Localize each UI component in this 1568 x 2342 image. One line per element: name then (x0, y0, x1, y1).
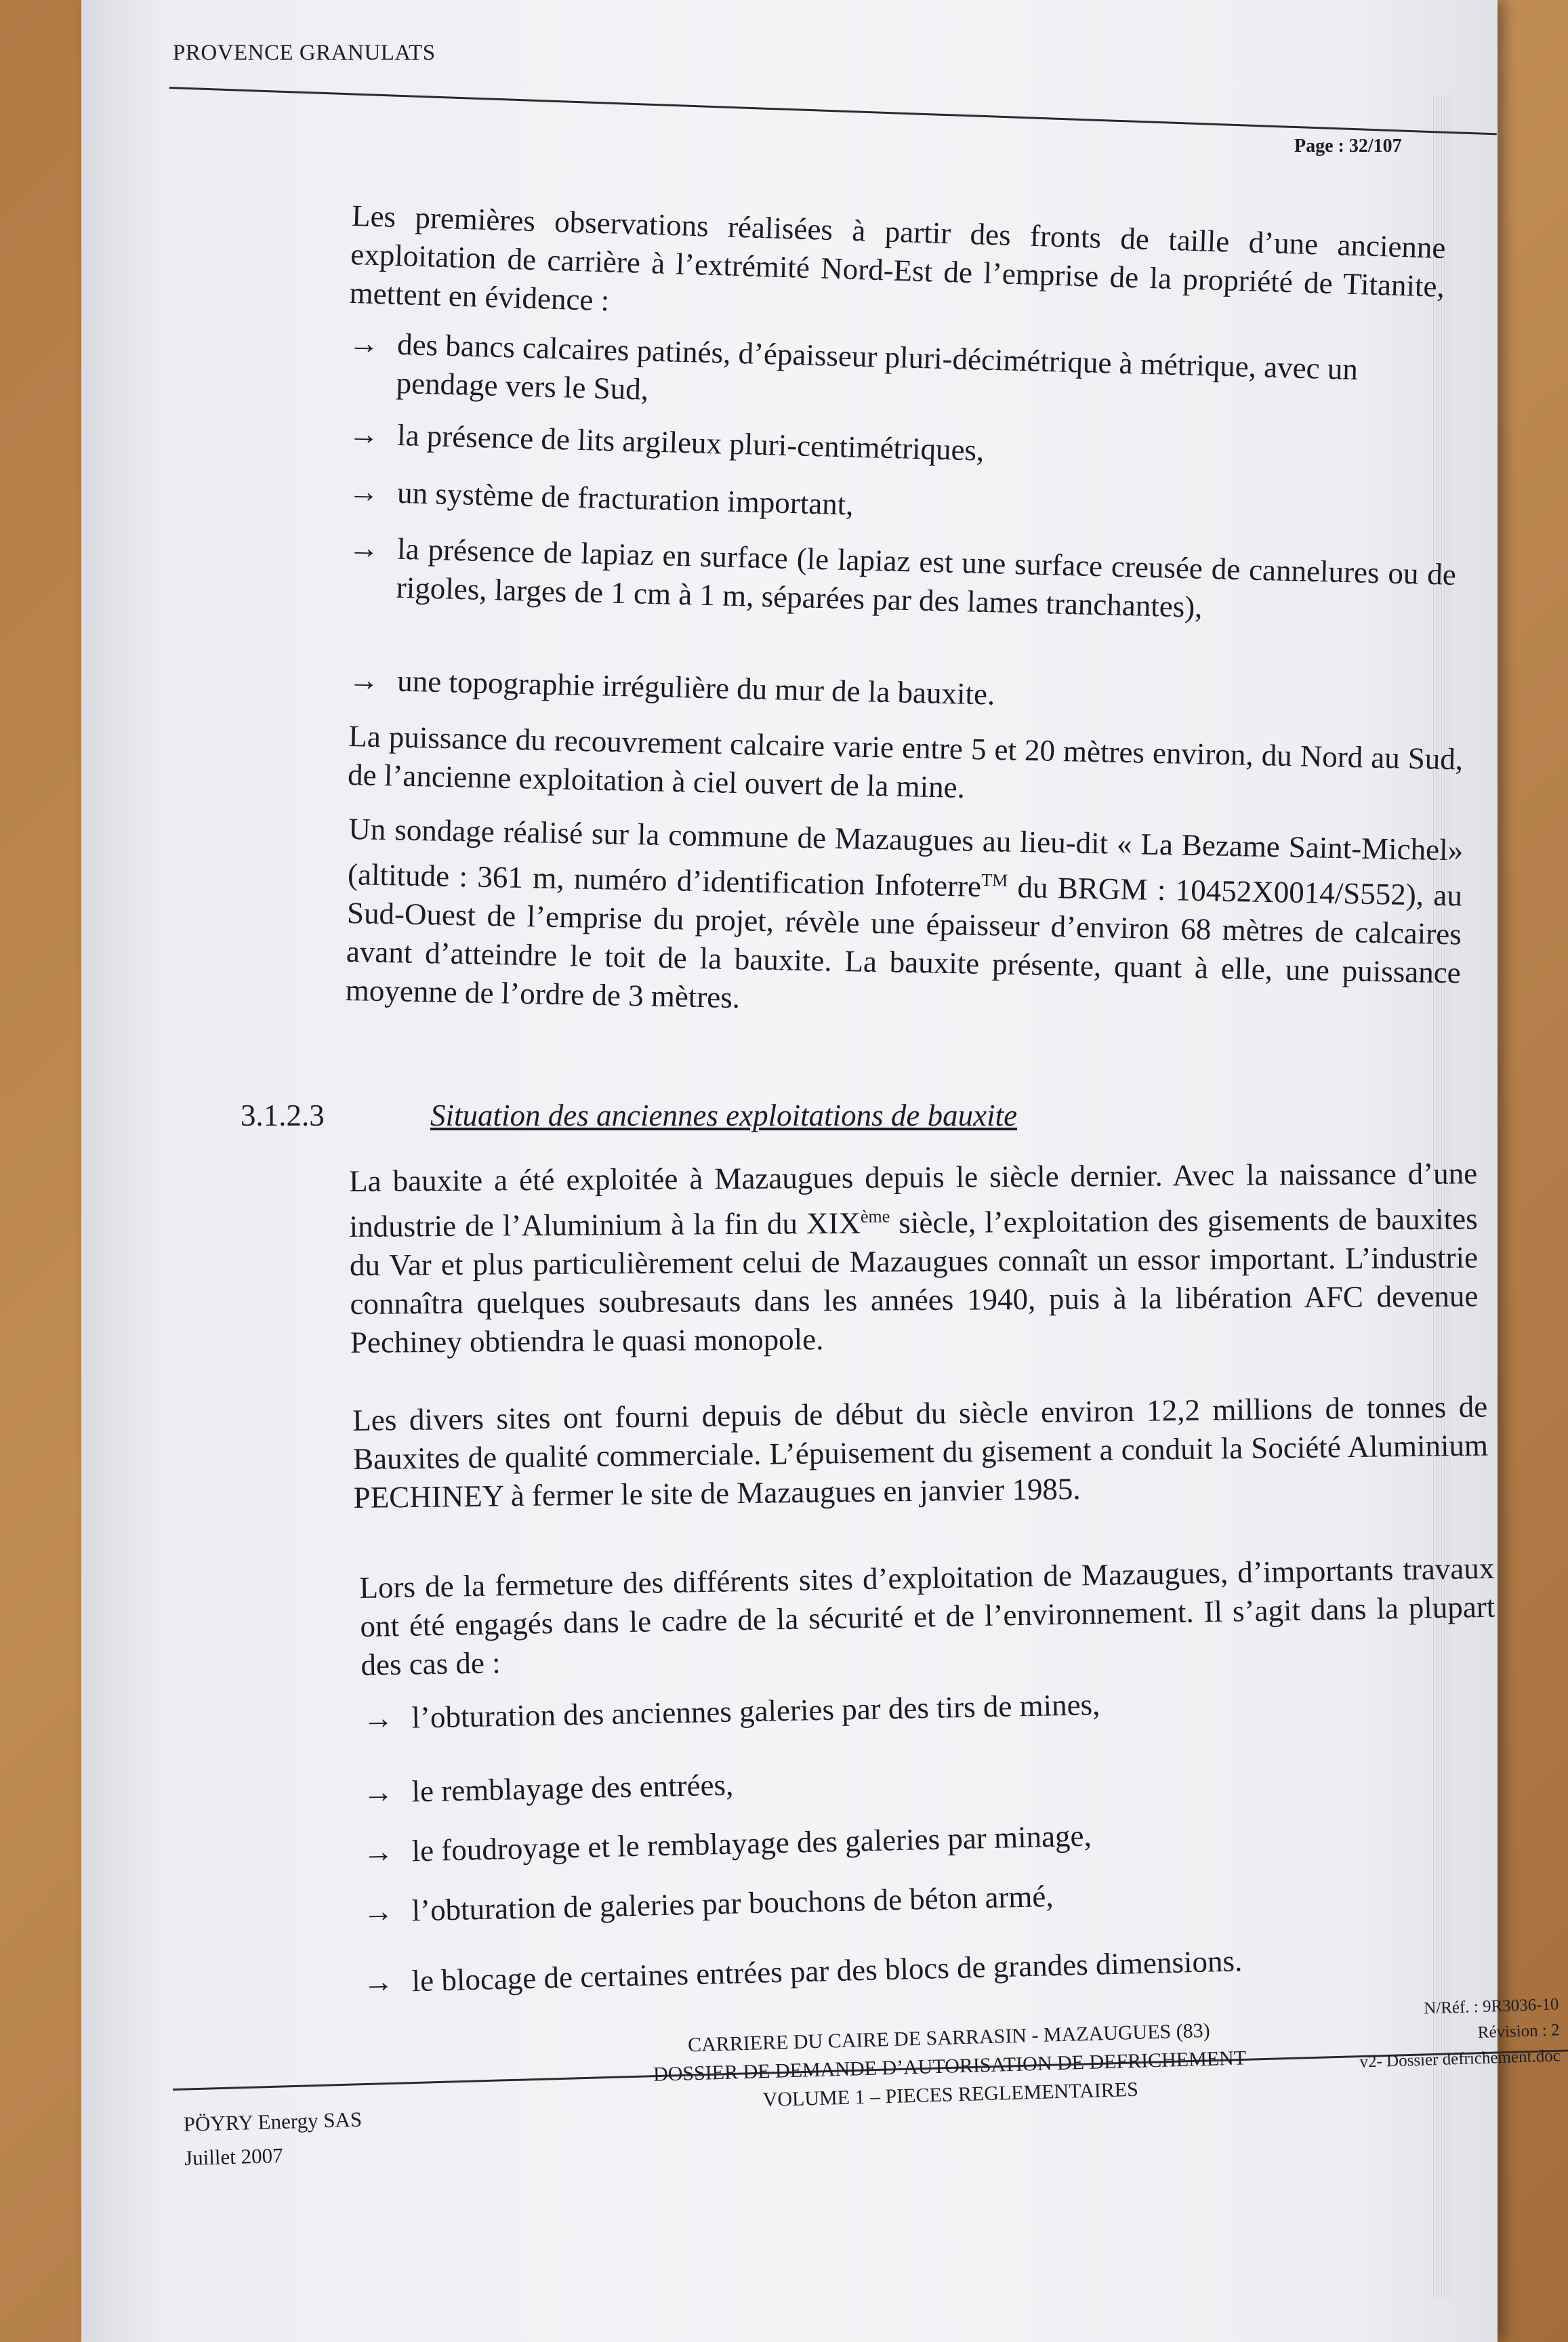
page-content (81, 0, 1498, 2342)
travaux-text: le blocage de certaines entrées par des blocs de grandes dimensions. (411, 1944, 1243, 1998)
sondage-paragraph (345, 810, 1463, 1031)
travaux-text: l’obturation des anciennes galeries par des tirs de mines, (411, 1687, 1100, 1735)
observation-text: la présence de lapiaz en surface (le lapiaz est une surface creusée de cannelures ou de rigoles, larges de 1 cm à 1 m, séparées par des lames tranchantes), (396, 531, 1457, 624)
footer-filename: v2- Dossier défrichement.doc (1359, 2047, 1561, 2072)
arrow-icon: → (363, 1893, 394, 1929)
bauxite-text-b: siècle, l’exploitation des gisements de bauxites du Var et plus particulièrement celui de Mazaugues connaît un essor important. L’industrie connaîtra quelques soubresauts dans les années 1940, puis à la libération AFC devenue Pechiney obtiendra le quasi monopole. (349, 1201, 1479, 1359)
document-page (81, 0, 1561, 2342)
section-title: Situation des anciennes exploitations de bauxite (430, 1098, 1018, 1132)
footer-right (1328, 1992, 1561, 2076)
header-company: PROVENCE GRANULATS (173, 41, 436, 65)
travaux-text: le remblayage des entrées, (411, 1767, 734, 1809)
travaux-item (363, 1807, 1488, 1872)
arrow-icon: → (348, 474, 379, 510)
travaux-item (363, 1935, 1502, 2002)
arrow-icon: → (363, 1701, 394, 1735)
trademark-mark: TM (981, 869, 1008, 890)
travaux-item (363, 1867, 1488, 1931)
observation-text: des bancs calcaires patinés, d’épaisseur pluri-décimétrique à métrique, avec un pendage vers le Sud, (396, 327, 1359, 407)
travaux-item (363, 1678, 1488, 1738)
sondage-text-b: du BRGM : 10452X0014/S552), au Sud-Ouest de l’emprise du projet, révèle une épaisseur d’environ 68 mètres de calcaires avant d’atteindre le toit de la bauxite. La bauxite présente, quant à elle, une puissance moyenne de l’ordre de 3 mètres. (345, 869, 1463, 1015)
footer-reference: N/Réf. : 9R3036-10 (1423, 1995, 1559, 2018)
footer-date: Juillet 2007 (184, 2143, 284, 2170)
sites-paragraph: Les divers sites ont fourni depuis de début du siècle environ 12,2 millions de tonnes de Bauxites de qualité commerciale. L’épuisement du gisement a conduit la Société Aluminium PECHINEY à fermer le site de Mazaugues en janvier 1985. (352, 1389, 1489, 1515)
arrow-icon: → (348, 325, 379, 361)
arrow-icon: → (348, 530, 379, 566)
arrow-icon: → (348, 662, 379, 698)
travaux-item (363, 1750, 1488, 1812)
footer-company: PÖYRY Energy SAS (183, 2107, 363, 2136)
footer-left (183, 2103, 363, 2175)
arrow-icon: → (363, 1775, 394, 1809)
observation-item (348, 472, 1447, 539)
ordinal-suffix: ème (860, 1206, 890, 1227)
footer-project: CARRIERE DU CAIRE DE SARRASIN - MAZAUGUES (83) (687, 2019, 1211, 2057)
travaux-text: le foudroyage et le remblayage des galeries par minage, (411, 1818, 1092, 1868)
observation-text: un système de fracturation important, (396, 475, 854, 522)
footer-volume: VOLUME 1 – PIECES REGLEMENTAIRES (762, 2078, 1139, 2112)
footer-dossier: DOSSIER DE DEMANDE D’AUTORISATION DE DEFRICHEMENT (653, 2047, 1247, 2086)
arrow-icon: → (363, 1964, 394, 1999)
arrow-icon: → (363, 1834, 394, 1869)
intro-paragraph: Les premières observations réalisées à partir des fronts de taille d’une ancienne exploitation de carrière à l’extrémité Nord-Est de l’emprise de la propriété de Titanite, mettent en évidence : (349, 198, 1447, 318)
observation-item (347, 529, 1456, 633)
observation-text: une topographie irrégulière du mur de la bauxite. (396, 663, 995, 712)
section-number: 3.1.2.3 (241, 1098, 325, 1132)
footer-revision: Révision : 2 (1477, 2021, 1561, 2042)
recouvrement-paragraph: La puissance du recouvrement calcaire varie entre 5 et 20 mètres environ, du Nord au Sud, de l’ancienne exploitation à ciel ouvert de la mine. (347, 718, 1464, 805)
observation-text: la présence de lits argileux pluri-centimétriques, (396, 417, 985, 468)
sondage-text-a: Un sondage réalisé sur la commune de Mazaugues au lieu-dit « La Bezame Saint-Michel» (altitude : 361 m, numéro d’identification Infoterre (347, 811, 1464, 903)
travaux-text: l’obturation de galeries par bouchons de béton armé, (411, 1878, 1054, 1928)
page-number: Page : 32/107 (1294, 136, 1402, 157)
bauxite-paragraph (349, 1154, 1479, 1362)
footer-center (623, 2015, 1276, 2118)
bauxite-text-a: La bauxite a été exploitée à Mazaugues depuis le siècle dernier. Avec la naissance d’une industrie de l’Aluminium à la fin du XIX (349, 1156, 1478, 1244)
fermeture-paragraph: Lors de la fermeture des différents sites d’exploitation de Mazaugues, d’importants travaux ont été engagés dans le cadre de la sécurité et de l’environnement. Il s’agit dans la plupart des cas de : (359, 1550, 1495, 1682)
observation-item (348, 661, 1447, 724)
arrow-icon: → (348, 416, 379, 452)
